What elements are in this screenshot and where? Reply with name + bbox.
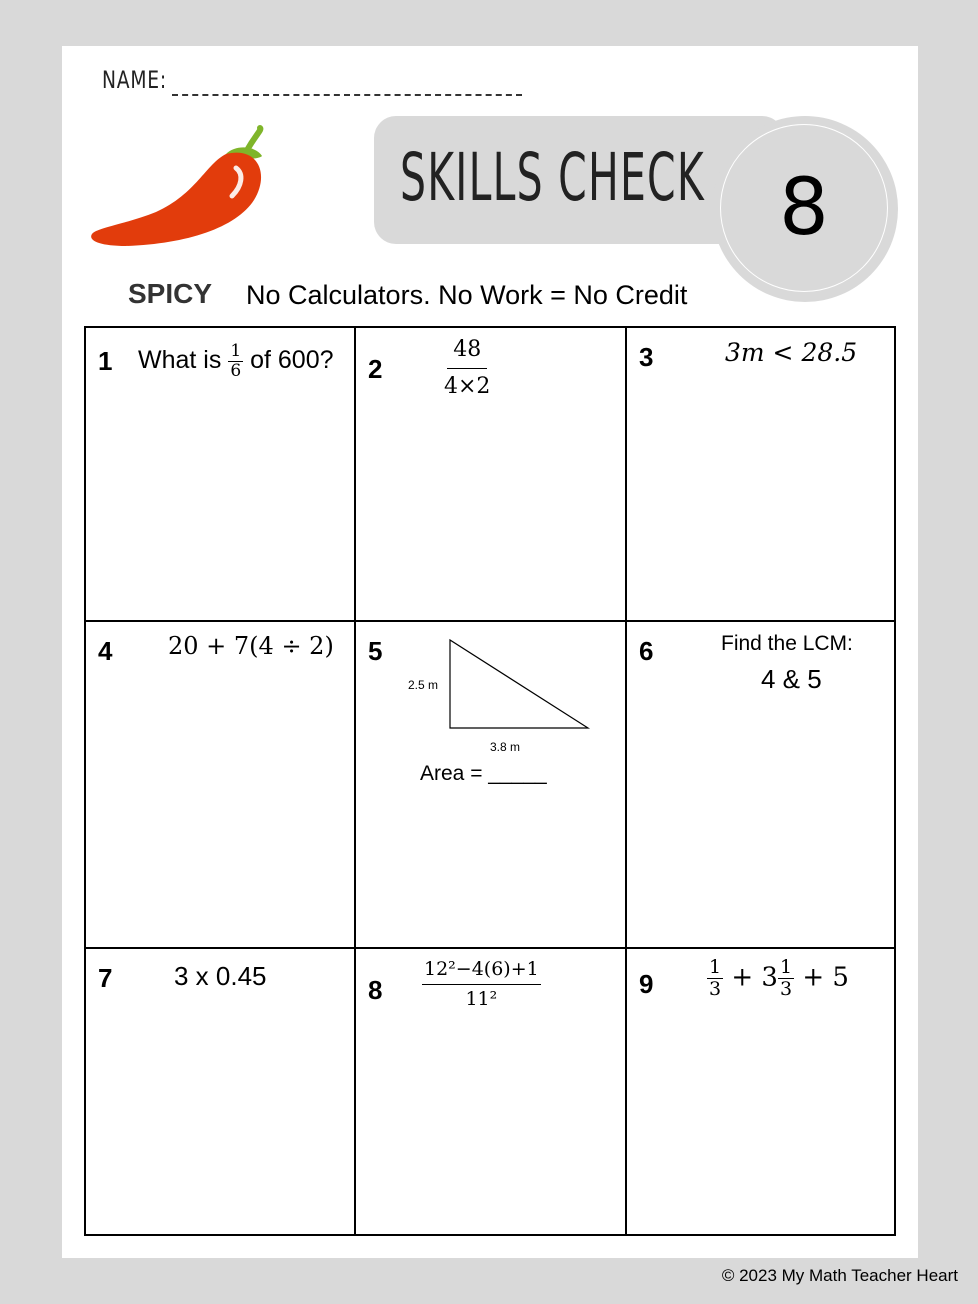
- question-cell-7[interactable]: [86, 949, 356, 1234]
- difficulty-level: SPICY: [128, 278, 213, 309]
- question-number: 4: [98, 636, 113, 666]
- triangle-base-label: 3.8 m: [490, 740, 521, 754]
- question-number: 1: [98, 346, 113, 376]
- instructions: No Calculators. No Work = No Credit: [246, 280, 688, 310]
- fraction: $\frac{48}{4\times 2}$: [444, 337, 491, 400]
- question-text: What is $\frac{1}{6}$ of 600?: [138, 341, 334, 381]
- question-expression: [422, 959, 541, 1010]
- question-numbers: 4 & 5: [761, 664, 822, 694]
- question-expression: 3m < 28.5: [725, 338, 858, 367]
- question-number: 6: [639, 636, 654, 666]
- question-expression: [442, 336, 492, 399]
- question-expression: $\frac{1}{3}$ + 3 $\frac{1}{3}$ + 5: [709, 956, 849, 1000]
- fraction: $\frac{\text{12²−4(6)+1}}{\text{11²}}$: [424, 958, 539, 1010]
- right-triangle-diagram: [446, 636, 596, 734]
- question-number: 8: [368, 975, 383, 1005]
- fraction: $\frac{1}{3}$: [709, 956, 722, 1000]
- question-cell-4[interactable]: [86, 622, 356, 949]
- question-text: Find the LCM:: [721, 632, 853, 655]
- question-number: 2: [368, 354, 383, 384]
- area-prompt: Area = _____: [420, 762, 547, 785]
- name-field-line[interactable]: [172, 94, 522, 96]
- question-cell-1[interactable]: [86, 328, 356, 622]
- chili-pepper-icon: [86, 124, 276, 254]
- fraction: $\frac{1}{3}$: [779, 956, 793, 1000]
- question-cell-8[interactable]: [356, 949, 627, 1234]
- question-cell-6[interactable]: [627, 622, 894, 949]
- question-expression: 3 x 0.45: [174, 961, 267, 991]
- question-grid: [84, 326, 896, 1236]
- question-number: 5: [368, 636, 383, 666]
- question-cell-9[interactable]: [627, 949, 894, 1234]
- question-number: 9: [639, 969, 654, 999]
- question-number: 3: [639, 342, 654, 372]
- triangle-height-label: 2.5 m: [408, 678, 439, 692]
- question-cell-2[interactable]: [356, 328, 627, 622]
- question-expression: 20 + 7(4 ÷ 2): [168, 632, 334, 660]
- page-title: SKILLS CHECK: [400, 139, 705, 216]
- copyright: © 2023 My Math Teacher Heart: [721, 1266, 958, 1285]
- name-label: NAME:: [102, 66, 167, 94]
- fraction: $\frac{1}{6}$: [230, 341, 242, 381]
- question-number: 7: [98, 963, 113, 993]
- question-cell-5[interactable]: [356, 622, 627, 949]
- skills-check-number: 8: [779, 163, 829, 253]
- question-cell-3[interactable]: [627, 328, 894, 622]
